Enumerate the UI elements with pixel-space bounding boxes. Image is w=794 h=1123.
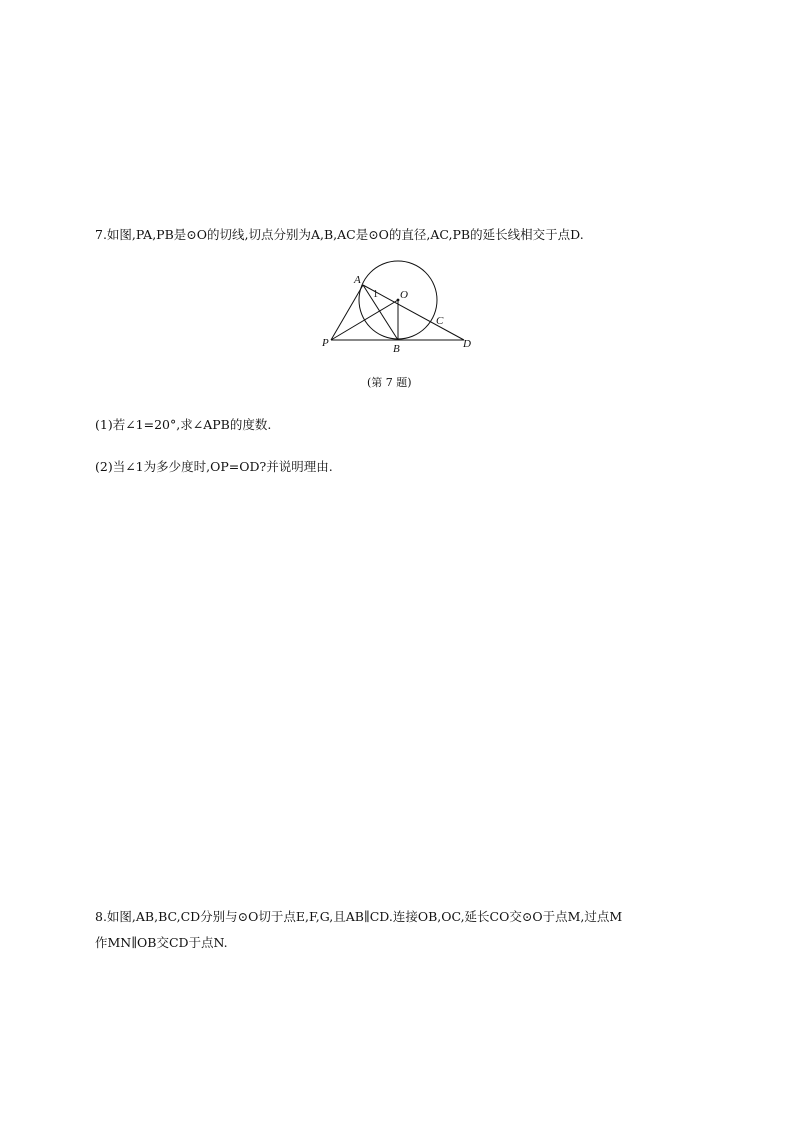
- question-7-part-2: (2)当∠1为多少度时,OP=OD?并说明理由.: [95, 459, 333, 474]
- question-7-figure: [318, 258, 482, 358]
- segment-ad: [363, 285, 464, 340]
- label-a: A: [354, 274, 361, 286]
- question-8-statement-line-1: 8.如图,AB,BC,CD分别与⊙O切于点E,F,G,且AB∥CD.连接OB,OC,延长CO交⊙O于点M,过点M: [95, 909, 623, 924]
- segment-pa: [331, 285, 363, 340]
- circle-tangent-diagram: [318, 258, 482, 358]
- question-8-statement-line-2: 作MN∥OB交CD于点N.: [95, 935, 228, 950]
- label-o: O: [400, 289, 408, 301]
- figure-caption: (第 7 题): [367, 376, 412, 389]
- label-angle-1: 1: [373, 289, 378, 300]
- question-7-part-1: (1)若∠1=20°,求∠APB的度数.: [95, 417, 272, 432]
- segment-ab: [363, 285, 398, 340]
- label-c: C: [436, 315, 444, 327]
- center-point-o: [397, 299, 400, 302]
- label-p: P: [322, 337, 329, 349]
- label-d: D: [463, 338, 471, 350]
- segment-po: [331, 300, 398, 340]
- label-b: B: [393, 343, 400, 355]
- question-7-statement: 7.如图,PA,PB是⊙O的切线,切点分别为A,B,AC是⊙O的直径,AC,PB的延长线相交于点D.: [95, 227, 584, 242]
